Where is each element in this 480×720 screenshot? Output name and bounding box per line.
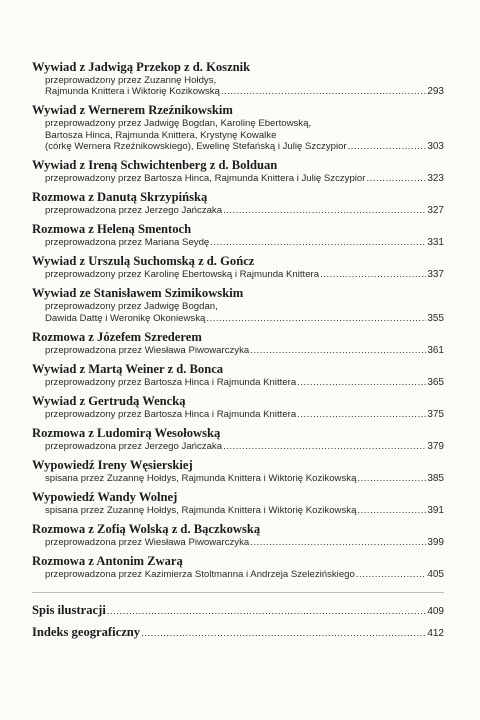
dot-leader (223, 205, 426, 216)
page-number: 379 (427, 440, 444, 452)
entry-title: Wypowiedź Ireny Węsierskiej (32, 457, 193, 472)
dot-leader (297, 409, 426, 420)
entry-credit-text: spisana przez Zuzannę Hołdys, Rajmunda Knittera i Wiktorię Kozikowską (45, 472, 357, 484)
entry-title: Wypowiedź Wandy Wolnej (32, 489, 178, 504)
back-entry-row (32, 603, 444, 619)
dot-leader (320, 269, 426, 280)
dot-leader (250, 345, 426, 356)
toc-entry (32, 426, 444, 452)
dot-leader (107, 604, 426, 619)
entry-credit-text: przeprowadzony przez Bartosza Hinca, Rajmunda Knittera i Julię Szczypior (45, 173, 366, 185)
page-number: 355 (427, 312, 444, 324)
page-number: 323 (427, 173, 444, 185)
dot-leader (250, 537, 426, 548)
entry-credit-line (32, 313, 444, 324)
entry-credit-line (32, 205, 444, 216)
dot-leader (356, 569, 426, 580)
entry-credit-line (32, 141, 444, 152)
entry-title: Wywiad z Urszulą Suchomską z d. Gończ (32, 254, 255, 269)
entry-title: Rozmowa z Heleną Smentoch (32, 222, 192, 237)
dot-leader (210, 237, 426, 248)
dot-leader (348, 141, 427, 152)
toc-entry (32, 222, 444, 248)
toc-entry (32, 103, 444, 152)
entry-credit-text: spisana przez Zuzannę Hołdys, Rajmunda Knittera i Wiktorię Kozikowską (45, 504, 357, 516)
entry-credit-text: przeprowadzony przez Karolinę Ebertowską i Rajmunda Knittera (45, 269, 320, 281)
toc-entry (32, 286, 444, 324)
entry-credit-line (32, 345, 444, 356)
toc-entry (32, 362, 444, 388)
toc-entry (32, 60, 444, 98)
entry-title: Wywiad z Wernerem Rzeźnikowskim (32, 103, 233, 118)
back-entry-row (32, 625, 444, 641)
entry-credit-line (32, 377, 444, 388)
entry-title: Wywiad z Martą Weiner z d. Bonca (32, 361, 224, 376)
toc-entry (32, 394, 444, 420)
toc-entry (32, 158, 444, 184)
entry-title: Rozmowa z Józefem Szrederem (32, 329, 202, 344)
dot-leader (206, 313, 426, 324)
toc-entry (32, 254, 444, 280)
toc-entry (32, 190, 444, 216)
page-number: 365 (427, 376, 444, 388)
entry-title: Rozmowa z Danutą Skrzypińską (32, 190, 208, 205)
dot-leader (223, 441, 426, 452)
dot-leader (297, 377, 426, 388)
toc-back-entry (32, 625, 444, 641)
page-number: 399 (427, 536, 444, 548)
entry-credit-line (32, 237, 444, 248)
toc-entry (32, 458, 444, 484)
toc-entries (32, 60, 444, 580)
entry-credit-text: przeprowadzona przez Mariana Seydę (45, 237, 210, 249)
dot-leader (357, 473, 426, 484)
entry-credit-text: przeprowadzony przez Bartosza Hinca i Rajmunda Knittera (45, 408, 297, 420)
dot-leader (141, 626, 426, 641)
entry-credit-text: przeprowadzona przez Wiesława Piwowarczyka (45, 344, 250, 356)
entry-credit-text: przeprowadzona przez Jerzego Jańczaka (45, 205, 223, 217)
back-entry-title: Indeks geograficzny (32, 625, 141, 640)
entry-credit-text: przeprowadzona przez Wiesława Piwowarczyka (45, 536, 250, 548)
page-number: 375 (427, 408, 444, 420)
entry-title: Wywiad z Ireną Schwichtenberg z d. Bolduan (32, 158, 278, 173)
page-number: 405 (427, 568, 444, 580)
dot-leader (357, 505, 426, 516)
entry-credit-text: przeprowadzona przez Jerzego Jańczaka (45, 440, 223, 452)
page-number: 391 (427, 504, 444, 516)
entry-title: Wywiad z Jadwigą Przekop z d. Kosznik (32, 60, 251, 74)
page-number: 327 (427, 205, 444, 217)
entry-credit-line (32, 537, 444, 548)
page-number: 337 (427, 269, 444, 281)
dot-leader (221, 86, 426, 97)
page-number: 412 (427, 628, 444, 640)
page-number: 293 (427, 86, 444, 98)
entry-credit-line (32, 409, 444, 420)
toc-entry (32, 490, 444, 516)
entry-title: Wywiad ze Stanisławem Szimikowskim (32, 286, 244, 301)
entry-credit-text: Rajmunda Knittera i Wiktorię Kozikowską (45, 86, 220, 98)
entry-title: Rozmowa z Zofią Wolską z d. Bączkowską (32, 521, 261, 536)
entry-credit-line (32, 86, 444, 97)
entry-credit-line: przeprowadzony przez Jadwigę Bogdan, (45, 301, 218, 313)
entry-title: Rozmowa z Ludomirą Wesołowską (32, 425, 221, 440)
divider (32, 592, 444, 593)
dot-leader (366, 173, 426, 184)
toc-entry (32, 522, 444, 548)
entry-title: Wywiad z Gertrudą Wencką (32, 393, 186, 408)
page-number: 303 (427, 141, 444, 153)
entry-credit-text: Dawida Dattę i Weronikę Okoniewską (45, 312, 206, 324)
toc-entry (32, 330, 444, 356)
entry-credit-line (32, 173, 444, 184)
entry-credit-line (32, 569, 444, 580)
entry-credit-text: (córkę Wernera Rzeźnikowskiego), Ewelinę Stefańską i Julię Szczypior (45, 141, 347, 153)
toc-back-matter (32, 603, 444, 641)
entry-credit-line: przeprowadzony przez Jadwigę Bogdan, Karolinę Ebertowską, (45, 118, 312, 130)
toc-entry (32, 554, 444, 580)
toc-back-entry (32, 603, 444, 619)
entry-credit-text: przeprowadzony przez Bartosza Hinca i Rajmunda Knittera (45, 376, 297, 388)
table-of-contents (32, 60, 444, 647)
page-number: 385 (427, 472, 444, 484)
page-number: 361 (427, 344, 444, 356)
entry-credit-line: Bartosza Hinca, Rajmunda Knittera, Krystynę Kowalke (45, 129, 277, 141)
entry-credit-line (32, 269, 444, 280)
page-number: 409 (427, 606, 444, 618)
back-entry-title: Spis ilustracji (32, 603, 106, 618)
entry-credit-line (32, 473, 444, 484)
page-number: 331 (427, 237, 444, 249)
entry-title: Rozmowa z Antonim Zwarą (32, 553, 183, 568)
entry-credit-line: przeprowadzony przez Zuzannę Hołdys, (45, 75, 217, 86)
entry-credit-text: przeprowadzona przez Kazimierza Stoltmanna i Andrzeja Szelezińskiego (45, 568, 355, 580)
entry-credit-line (32, 505, 444, 516)
entry-credit-line (32, 441, 444, 452)
